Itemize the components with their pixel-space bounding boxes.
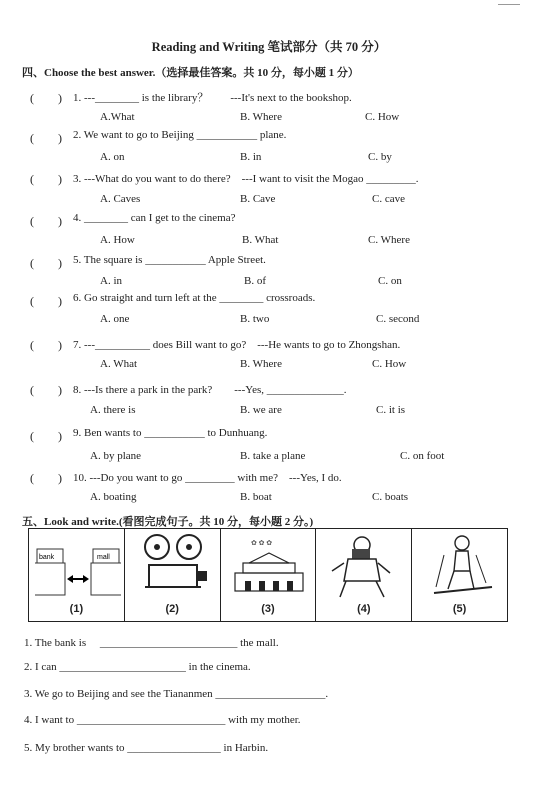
picture-cell-5 [412,529,507,621]
sentence-3: 3. We go to Beijing and see the Tiananmen ____________________. [24,688,329,700]
tiananmen-icon [223,533,318,603]
option-b: B. we are [240,404,282,416]
sentence-2: 2. I can _______________________ in the cinema. [24,661,251,673]
option-c: C. on [378,275,402,287]
option-c: C. How [365,111,400,123]
question-text: 10. ---Do you want to go _________ with me? ---Yes, I do. [73,472,342,484]
answer-blank: ( ) [30,131,62,145]
picture-cell-2 [125,529,221,621]
option-b: B. two [240,313,270,325]
skier-icon [414,531,509,601]
section5-heading: 五、Look and write.(看图完成句子。共 10 分，每小题 2 分。) [22,516,314,528]
picture-number-2: (2) [165,603,179,615]
option-c: C. on foot [400,450,445,462]
answer-blank: ( ) [30,338,62,352]
question-text: 6. Go straight and turn left at the ________ crossroads. [73,292,316,304]
svg-text:✿ ✿ ✿: ✿ ✿ ✿ [250,539,272,547]
picture-grid [28,528,508,622]
question-text: 4. ________ can I get to the cinema? [73,212,236,224]
answer-blank: ( ) [30,172,62,186]
option-a: A. What [100,358,138,370]
option-b: B. of [244,275,266,287]
picture-number-3: (3) [261,603,275,615]
option-c: C. by [368,151,392,163]
option-c: C. Where [368,234,410,246]
picture-number-1: (1) [69,603,84,615]
picture-cell-4 [316,529,412,621]
option-c: C. boats [372,491,409,503]
option-a: A. in [100,275,122,287]
answer-blank: ( ) [30,294,62,308]
option-b: B. take a plane [240,450,306,462]
answer-blank: ( ) [30,91,62,105]
sentence-5: 5. My brother wants to _________________ in Harbin. [24,742,269,754]
question-text: 7. ---__________ does Bill want to go? ---He wants to go to Zhongshan. [73,339,401,351]
sentence-4: 4. I want to ___________________________ with my mother. [24,714,301,726]
option-a: A.What [100,111,135,123]
question-text: 2. We want to go to Beijing ___________ plane. [73,129,287,141]
question-text: 5. The square is ___________ Apple Street. [73,254,266,266]
question-text: 3. ---What do you want to do there? ---I want to visit the Mogao _________. [73,173,419,185]
option-c: C. How [372,358,407,370]
answer-blank: ( ) [30,471,62,485]
option-a: A. Caves [100,193,141,205]
picture-cell-3 [221,529,317,621]
option-b: B. in [240,151,262,163]
picture-cell-1 [29,529,125,621]
option-a: A. How [100,234,135,246]
page-title: Reading and Writing 笔试部分（共 70 分） [151,40,387,54]
option-b: B. Where [240,358,282,370]
option-b: B. Where [240,111,282,123]
option-c: C. second [376,313,420,325]
projector-icon [127,531,222,601]
option-c: C. it is [376,404,406,416]
sentence-1: 1. The bank is _________________________ the mall. [24,637,279,649]
answer-blank: ( ) [30,214,62,228]
answer-blank: ( ) [30,256,62,270]
bank-mall-icon [31,533,126,603]
answer-blank: ( ) [30,383,62,397]
picture-number-5: (5) [452,603,467,615]
option-b: B. Cave [240,193,276,205]
section4-heading: 四、Choose the best answer.（选择最佳答案。共 10 分，每小题 1 分） [22,67,359,79]
option-a: A. there is [90,404,136,416]
option-c: C. cave [372,193,405,205]
photographer-icon [318,531,413,601]
question-text: 1. ---________ is the library？ ---It's next to the bookshop. [73,92,352,104]
option-b: B. What [242,234,279,246]
mall-label: mall [97,554,110,561]
option-a: A. by plane [90,450,142,462]
option-b: B. boat [240,491,272,503]
option-a: A. boating [90,491,137,503]
question-text: 8. ---Is there a park in the park? ---Yes, ______________. [73,384,347,396]
corner-line [498,4,520,5]
question-text: 9. Ben wants to ___________ to Dunhuang. [73,427,268,439]
answer-blank: ( ) [30,429,62,443]
option-a: A. on [100,151,125,163]
picture-number-4: (4) [357,603,371,615]
bank-label: bank [39,554,55,561]
option-a: A. one [100,313,130,325]
